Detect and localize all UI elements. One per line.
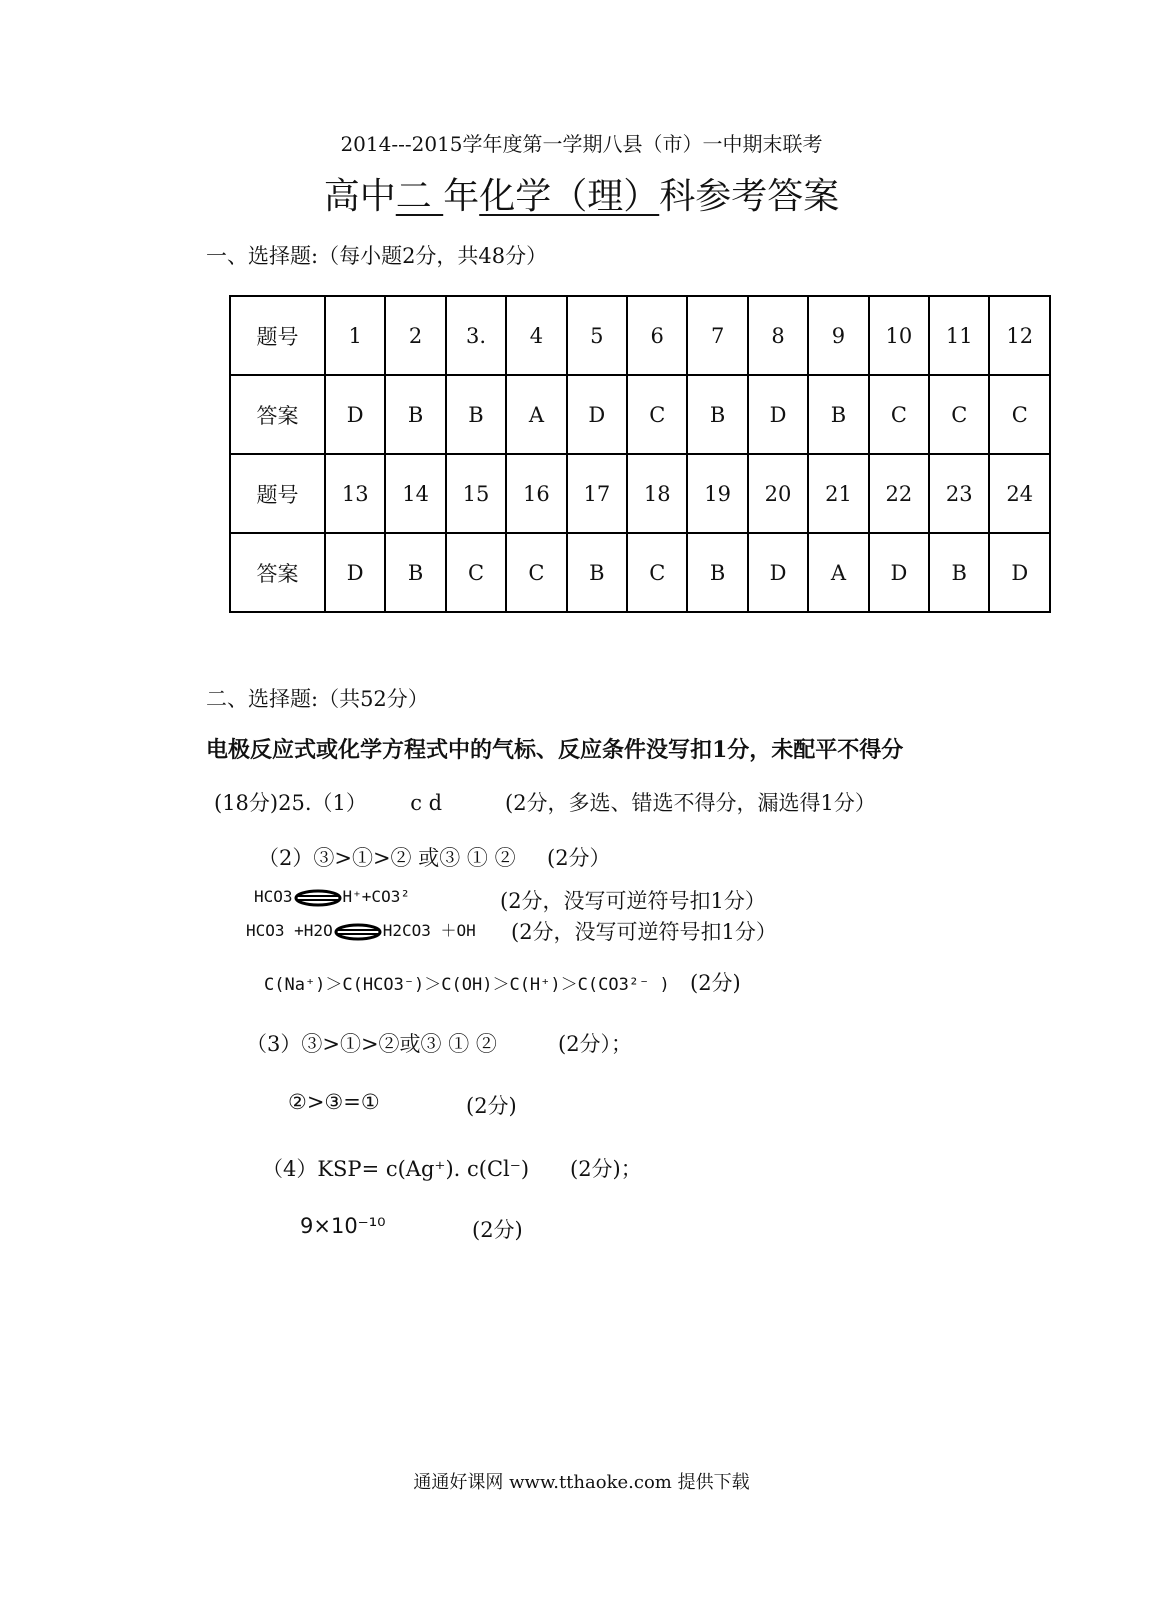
answer-cell: C [627,375,687,454]
question-number: 10 [869,296,929,375]
answer-cell: D [325,375,385,454]
answer-cell: D [567,375,627,454]
page-title [0,168,1163,219]
question-number: 22 [869,454,929,533]
q25-part1-prefix: (18分)25.（1） [214,791,367,815]
question-number: 2 [385,296,445,375]
q25-part2: （2）③>①>② 或③ ① ② [258,846,516,870]
question-number: 9 [808,296,868,375]
question-number: 14 [385,454,445,533]
equation-2 [246,918,476,941]
question-number: 6 [627,296,687,375]
answer-cell: D [989,533,1050,612]
answer-cell: B [687,375,747,454]
q25-part3b-score: (2分) [466,1094,517,1118]
title-mid: 年 [443,176,480,217]
table-row [230,454,1050,533]
reversible-arrow-icon [334,923,382,941]
answer-cell: C [446,533,506,612]
answer-cell: B [446,375,506,454]
eq1-score: (2分，没写可逆符号扣1分） [500,889,766,913]
question-number: 8 [748,296,808,375]
q25-part1-answer: c d [410,791,443,815]
q25-part4: （4）KSP= c(Ag⁺). c(Cl⁻) [262,1157,530,1181]
q25-part4b: 9×10⁻¹⁰ [300,1214,386,1238]
answer-cell: B [929,533,989,612]
eq2-left: HCO3 +H2O [246,921,333,940]
answer-cell: B [567,533,627,612]
title-prefix: 高中 [323,176,396,217]
answer-cell: C [506,533,566,612]
footer-credit: 通通好课网 www.tthaoke.com 提供下载 [413,1472,750,1493]
table-row [230,375,1050,454]
q25-part4b-score: (2分) [472,1218,523,1242]
eq2-right: H2CO3 ＋OH [382,921,476,940]
eq1-left: HCO3 [254,887,293,906]
ion-order: C(Na⁺)＞C(HCO3⁻)＞C(OH)＞C(H⁺)＞C(CO3²⁻ ) [264,975,670,995]
answer-cell: B [385,533,445,612]
answer-cell: B [385,375,445,454]
ion-order-score: (2分) [690,971,741,995]
answer-cell: D [748,533,808,612]
question-number: 23 [929,454,989,533]
question-number: 24 [989,454,1050,533]
answer-cell: D [748,375,808,454]
question-number: 4 [506,296,566,375]
q25-part1-score: (2分，多选、错选不得分，漏选得1分） [505,791,876,815]
question-number: 3. [446,296,506,375]
table-row [230,296,1050,375]
q25-part3b: ②>③=① [288,1090,380,1114]
q25-part4-score: (2分)； [570,1157,642,1181]
answer-cell: B [808,375,868,454]
answer-cell: C [929,375,989,454]
question-number: 1 [325,296,385,375]
title-subject: 化学（理） [479,176,660,217]
question-number: 15 [446,454,506,533]
question-number: 21 [808,454,868,533]
section2-heading: 二、选择题:（共52分） [206,687,429,711]
question-number: 13 [325,454,385,533]
q25-part2-score: (2分） [547,846,611,870]
question-number: 17 [567,454,627,533]
answer-cell: A [506,375,566,454]
row-label: 答案 [230,375,325,454]
question-number: 11 [929,296,989,375]
q25-part3-score: (2分）； [558,1032,633,1056]
scoring-note: 电极反应式或化学方程式中的气标、反应条件没写扣1分，未配平不得分 [206,737,904,763]
title-grade: 二 [395,176,444,217]
answer-cell: D [325,533,385,612]
answer-cell: D [869,533,929,612]
row-label: 题号 [230,454,325,533]
equation-1 [254,887,410,907]
row-label: 答案 [230,533,325,612]
answer-cell: C [869,375,929,454]
question-number: 16 [506,454,566,533]
exam-title: 2014---2015学年度第一学期八县（市）一中期末联考 [340,132,823,156]
question-number: 19 [687,454,747,533]
q25-part3: （3）③>①>②或③ ① ② [246,1032,497,1056]
answer-cell: C [627,533,687,612]
answer-table [229,295,1051,613]
q25-part1 [214,787,442,817]
answer-cell: C [989,375,1050,454]
reversible-arrow-icon [294,889,342,907]
question-number: 20 [748,454,808,533]
question-number: 7 [687,296,747,375]
answer-cell: B [687,533,747,612]
question-number: 5 [567,296,627,375]
question-number: 12 [989,296,1050,375]
section1-heading: 一、选择题:（每小题2分，共48分） [206,244,548,268]
table-row [230,533,1050,612]
answer-cell: A [808,533,868,612]
row-label: 题号 [230,296,325,375]
eq1-right: H⁺+CO3² [342,887,410,906]
question-number: 18 [627,454,687,533]
title-suffix: 科参考答案 [659,176,840,217]
eq2-score: (2分，没写可逆符号扣1分） [511,920,777,944]
